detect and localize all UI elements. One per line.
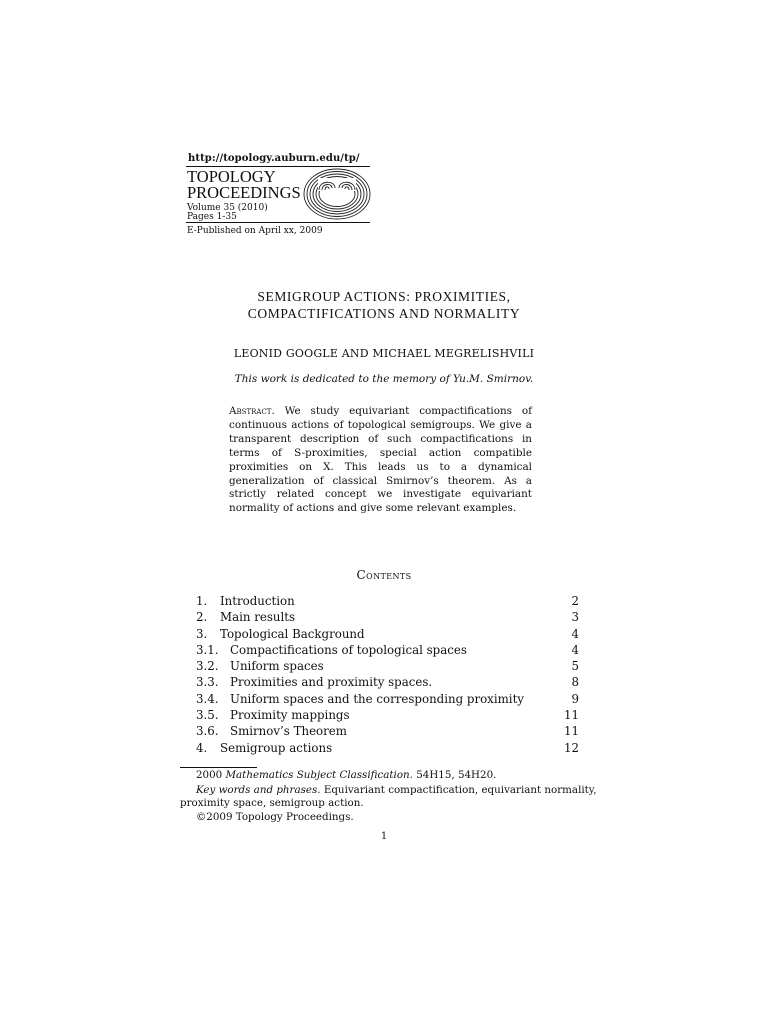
toc-entry-page: 5 — [571, 659, 579, 674]
footnote-keywords — [196, 784, 597, 796]
journal-url: http://topology.auburn.edu/tp/ — [188, 153, 360, 164]
journal-volume: Volume 35 (2010) — [187, 203, 268, 213]
table-of-contents — [194, 593, 579, 756]
toc-entry-title: Introduction — [220, 594, 295, 608]
toc-entry-title: Uniform spaces and the corresponding proximity — [230, 691, 524, 706]
toc-entry-page: 3 — [571, 610, 579, 625]
toc-entry-title: Semigroup actions — [220, 740, 333, 755]
toc-entry-title: Proximities and proximity spaces. — [230, 675, 433, 690]
page-number: 1 — [380, 831, 388, 842]
toc-entry-page: 2 — [571, 594, 579, 608]
toc-entry-page: 11 — [563, 724, 579, 739]
abstract-text: We study equivariant compactifications of continuous actions of topological semigroups. We give a transparent description of such compactifications in terms of S-proximities, special action compatible proximities on X. This leads us to a dynamical generalization of classical Smirnov’s theorem. As a strictly related concept we investigate equivariant normality of actions and give some relevant examples. — [229, 405, 532, 515]
toc-entry-page: 11 — [563, 708, 579, 723]
paper-title-line2: COMPACTIFICATIONS AND NORMALITY — [247, 306, 521, 321]
abstract — [229, 405, 532, 516]
toc-entry-page: 9 — [571, 691, 579, 706]
toc-entry-title: Compactifications of topological spaces — [230, 642, 467, 657]
footnote-copyright: ©2009 Topology Proceedings. — [196, 811, 354, 823]
toc-entry-number: 3.3. — [196, 675, 219, 690]
toc-entry-title: Topological Background — [220, 626, 365, 641]
toc-entry-number: 3. — [196, 626, 208, 641]
footnote-rule — [180, 767, 257, 768]
toc-entry-number: 3.4. — [196, 691, 219, 706]
journal-logo-icon — [303, 168, 371, 220]
toc-entry[interactable] — [194, 691, 579, 707]
toc-entry-page: 4 — [571, 626, 579, 641]
keywords-line1: Equivariant compactification, equivariant normality, — [323, 784, 597, 796]
toc-entry-title: Uniform spaces — [230, 659, 324, 674]
toc-entry[interactable] — [194, 593, 579, 609]
toc-entry-number: 4. — [196, 740, 208, 755]
header-bottom-rule — [186, 222, 370, 223]
toc-entry-number: 3.2. — [196, 659, 219, 674]
toc-entry-number: 3.6. — [196, 724, 219, 739]
toc-entry-title: Main results — [220, 610, 296, 625]
keywords-line2: proximity space, semigroup action. — [180, 797, 364, 809]
toc-entry[interactable] — [194, 658, 579, 674]
journal-name-line1: TOPOLOGY — [187, 167, 276, 186]
msc-codes: 54H15, 54H20. — [416, 769, 497, 781]
contents-heading: Contents — [356, 568, 412, 582]
toc-entry-page: 4 — [571, 642, 579, 657]
toc-entry[interactable] — [194, 740, 579, 756]
toc-entry[interactable] — [194, 642, 579, 658]
toc-entry[interactable] — [194, 707, 579, 723]
msc-year: 2000 — [196, 769, 223, 781]
toc-entry-number: 3.1. — [196, 642, 219, 657]
journal-name-line2: PROCEEDINGS — [187, 183, 301, 202]
msc-label: Mathematics Subject Classification. — [225, 769, 413, 781]
paper-authors: LEONID GOOGLE AND MICHAEL MEGRELISHVILI — [233, 347, 535, 360]
toc-entry[interactable] — [194, 626, 579, 642]
toc-entry-title: Smirnov’s Theorem — [230, 724, 347, 739]
abstract-heading: Abstract. — [229, 405, 275, 417]
toc-entry-title: Proximity mappings — [230, 708, 350, 723]
footnote-msc — [196, 769, 496, 781]
paper-title-line1: SEMIGROUP ACTIONS: PROXIMITIES, — [257, 289, 511, 304]
toc-entry[interactable] — [194, 723, 579, 739]
toc-entry-number: 1. — [196, 594, 208, 608]
toc-entry[interactable] — [194, 674, 579, 690]
toc-entry-page: 12 — [563, 740, 579, 755]
paper-dedication: This work is dedicated to the memory of Yu.M. Smirnov. — [234, 373, 534, 385]
epublished-date: E-Published on April xx, 2009 — [187, 226, 323, 236]
toc-entry[interactable] — [194, 609, 579, 625]
toc-entry-page: 8 — [571, 675, 579, 690]
journal-pages: Pages 1-35 — [187, 212, 237, 222]
keywords-label: Key words and phrases. — [196, 784, 321, 796]
toc-entry-number: 3.5. — [196, 708, 219, 723]
toc-entry-number: 2. — [196, 610, 208, 625]
